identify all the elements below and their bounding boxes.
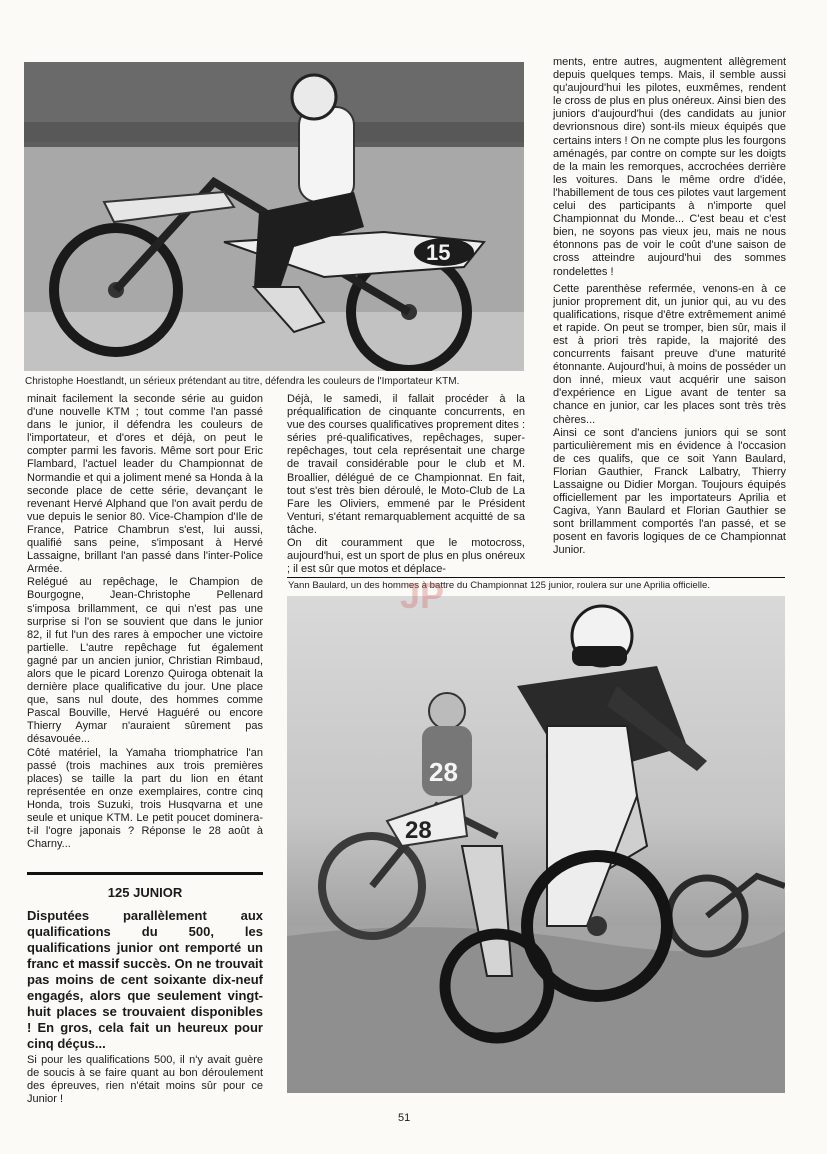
section-rule	[27, 872, 263, 875]
paragraph: On dit couramment que le motocross, aujourd'hui, est un sport de plus en plus onéreux ; il est sûr que motos et déplace-	[287, 537, 525, 576]
motocross-riders-photo-bottom	[287, 596, 785, 1093]
page-number: 51	[398, 1112, 411, 1124]
paragraph: Relégué au repêchage, le Champion de Bourgogne, Jean-Christophe Pellenard s'imposa brillamment, ce qui n'est pas une surprise si l'on se souvient que dans le junior 82, il fut l'un des rares à empocher une victoire partielle. L'autre repêchage fut également gagné par un ancien junior, Christian Rimbaud, alors que le picard Lorenzo Quiroga obtenait la dernière place qualificative du jour. Une place que, sans nul doute, des hommes comme Pascal Bouville, Hervé Haguéré ou encore Thierry Aymar n'auraient sûrement pas désavouée...	[27, 576, 263, 746]
article-column-left	[27, 393, 263, 851]
paragraph: ments, entre autres, augmentent allègrement depuis quelques temps. Mais, il semble aussi qu'aujourd'hui les pilotes, euxmêmes, rendent le cross de plus en plus onéreux. Ainsi bien des juniors d'aujourd'hui (des candidats au junior devrionsnous dire) sont-ils mieux équipés que certains inters ! On ne compte plus les fourgons aménagés, par contre on compte sur les doigts de la main les remorques, accrochées derrière les voitures. Dans le même ordre d'idée, l'habillement de tous ces pilotes vaut largement celui des participants à n'importe quel Championnat du Monde... C'est beau et c'est bien, ne soyons pas vieux jeu, mais ne nous étonnons pas de voir le coût d'une saison de cross atteindre aujourd'hui des sommes rondelettes !	[553, 56, 786, 278]
intro-paragraph: Si pour les qualifications 500, il n'y avait guère de soucis à se faire quant au bon déroulement des épreuves, rien n'était moins sûr pour ce Junior !	[27, 1054, 263, 1106]
motocross-rider-photo-top	[24, 62, 524, 371]
bike-number: 15	[426, 240, 451, 265]
section-title: 125 JUNIOR	[107, 885, 183, 900]
paragraph: Cette parenthèse refermée, venons-en à ce junior proprement dit, un junior qui, au vu des qualifications, risque d'être extrêmement animé et rapide. On peut se tromper, bien sûr, mais il est à priori très rapide, la majorité des concurrents faisant preuve d'une maturité étonnante. Aujourd'hui, à moins de posséder un don inné, mieux vaut acquérir une saison d'expérience en Ligue avant de tenter sa chance en junior, car les places sont très très chères...	[553, 282, 786, 426]
paragraph: minait facilement la seconde série au guidon d'une nouvelle KTM ; tout comme l'an passé dans le junior, il défendra les couleurs de l'importateur, et d'ores et déjà, on peut le compter parmi les favoris. Même sort pour Eric Flambard, l'actuel leader du Championnat de Normandie et qui a joliment mené sa Honda à la seconde place de cette série, devançant le revenant Hervé Alphand que l'on avait perdu de vue depuis le senior 80. Vice-Champion d'Ile de France, Patrice Chambrun s'est, lui aussi, qualifié sans peine, s'imposant à Hervé Lassaigne, brillant l'an passé dans l'inter-Police Armée.	[27, 393, 263, 576]
bottom-photo-caption: Yann Baulard, un des hommes à battre du Championnat 125 junior, roulera sur une Aprilia officielle.	[288, 580, 711, 591]
paragraph: Ainsi ce sont d'anciens juniors qui se sont particulièrement mis en évidence à l'occasion de ces qualifs, que ce soit Yann Baulard, Florian Gauthier, Franck Lalbatry, Thierry Lassaigne ou Didier Morgan. Toujours équipés officiellement par les importateurs Aprilia et Cagiva, Yann Baulard et Florian Gauthier se sont brillamment comportés l'an passé, et se posent en favoris logiques de ce Championnat Junior.	[553, 426, 786, 557]
top-photo-caption: Christophe Hoestlandt, un sérieux prétendant au titre, défendra les couleurs de l'Importateur KTM.	[25, 376, 460, 387]
caption-divider	[287, 577, 785, 578]
top-photo	[24, 62, 524, 371]
paragraph: Côté matériel, la Yamaha triomphatrice l'an passé (trois machines aux trois premières places) se taille la part du lion en étant représentée en onze exemplaires, contre cinq Honda, trois Suzuki, trois Husqvarna et une seule et unique KTM. Le petit poucet dominera-t-il l'ogre japonais ? Réponse le 28 août à Charny...	[27, 746, 263, 851]
bottom-photo	[287, 596, 785, 1093]
watermark-logo: JP	[400, 575, 445, 616]
article-column-right	[553, 56, 786, 558]
bike-number: 28	[429, 757, 458, 787]
article-column-middle	[287, 393, 525, 576]
paragraph: Déjà, le samedi, il fallait procéder à la préqualification de cinquante concurrents, en vue des courses qualificatives proprement dites : séries pré-qualificatives, repêchages, super-repêchages, tout cela représentait une charge de travail considérable pour le club et M. Broallier, délégué de ce Championnat. En fait, tout s'est très bien déroulé, le Moto-Club de La Fare les Oliviers, emmené par le Président Venturi, s'étant remarquablement acquitté de sa tâche.	[287, 393, 525, 536]
lead-paragraph: Disputées parallèlement aux qualifications du 500, les qualifications junior ont remporté un franc et massif succès. On ne trouvait pas moins de cent soixante dix-neuf engagés, alors que seulement vingt-huit places se trouvaient disponibles ! En gros, cela fait un heureux pour cinq déçus...	[27, 908, 263, 1051]
bike-number: 28	[405, 817, 432, 844]
